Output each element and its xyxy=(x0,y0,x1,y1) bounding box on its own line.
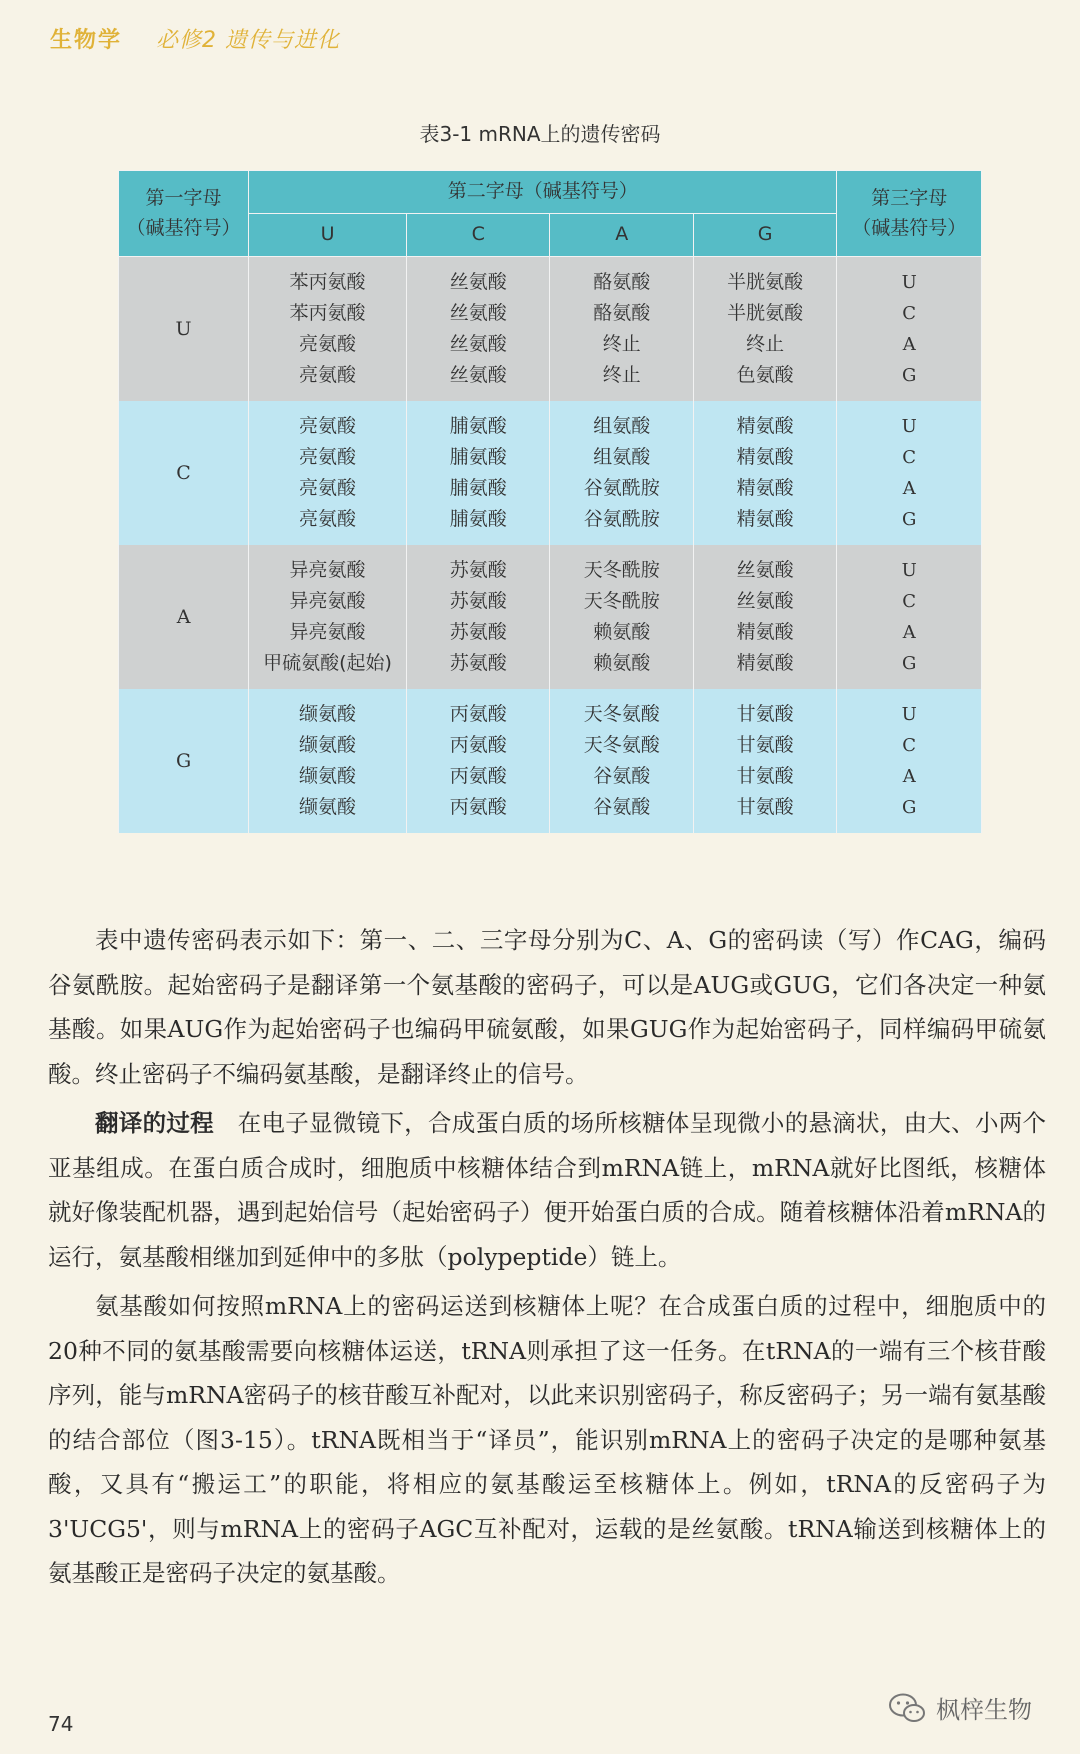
body-text xyxy=(48,918,1046,1601)
first-letter-cell: U xyxy=(119,257,249,402)
first-letter-header xyxy=(119,171,249,257)
amino-acid: 丝氨酸 xyxy=(449,364,507,386)
amino-acid: 丙氨酸 xyxy=(449,796,507,818)
amino-acid: 色氨酸 xyxy=(736,364,794,386)
third-letter: U xyxy=(901,704,917,725)
first-letter-cell: G xyxy=(119,689,249,833)
amino-acid: 赖氨酸 xyxy=(593,652,651,674)
amino-acid-cell-a xyxy=(550,257,693,402)
amino-acid: 脯氨酸 xyxy=(449,415,507,437)
amino-acid: 甘氨酸 xyxy=(736,765,794,787)
codon-row-c xyxy=(119,401,982,545)
amino-acid: 丙氨酸 xyxy=(449,703,507,725)
paragraph xyxy=(48,918,1046,1096)
amino-acid: 精氨酸 xyxy=(736,652,794,674)
third-letter: G xyxy=(902,653,917,674)
amino-acid: 亮氨酸 xyxy=(299,364,357,386)
amino-acid: 亮氨酸 xyxy=(299,477,357,499)
amino-acid: 丝氨酸 xyxy=(449,333,507,355)
amino-acid: 精氨酸 xyxy=(736,446,794,468)
amino-acid-cell-u xyxy=(249,545,407,689)
wechat-icon xyxy=(888,1692,926,1724)
amino-acid: 天冬氨酸 xyxy=(583,703,660,725)
amino-acid: 缬氨酸 xyxy=(299,796,357,818)
amino-acid-cell-g xyxy=(693,257,836,402)
amino-acid: 精氨酸 xyxy=(736,415,794,437)
amino-acid: 半胱氨酸 xyxy=(727,271,804,293)
volume-title: 必修2 遗传与进化 xyxy=(156,27,341,53)
amino-acid: 甲硫氨酸(起始) xyxy=(263,652,392,674)
third-letter: A xyxy=(902,478,916,499)
paragraph-text: 氨基酸如何按照mRNA上的密码运送到核糖体上呢？在合成蛋白质的过程中，细胞质中的20种不同的氨基酸需要向核糖体运送，tRNA则承担了这一任务。在tRNA的一端有三个核苷酸序列，能与mRNA密码子的核苷酸互补配对，以此来识别密码子，称反密码子；另一端有氨基酸的结合部位（图3-15）。tRNA既相当于“译员”，能识别mRNA上的密码子决定的是哪种氨基酸，又具有“搬运工”的职能，将相应的氨基酸运至核糖体上。例如，tRNA的反密码子为3'UCG5'，则与mRNA上的密码子AGC互补配对，运载的是丝氨酸。tRNA输送到核糖体上的氨基酸正是密码子决定的氨基酸。 xyxy=(48,1292,1046,1587)
amino-acid: 脯氨酸 xyxy=(449,508,507,530)
third-letter-cell xyxy=(837,257,982,402)
second-letter-c: C xyxy=(407,214,550,257)
second-letter-a: A xyxy=(550,214,693,257)
amino-acid-cell-g xyxy=(693,545,836,689)
third-letter: C xyxy=(902,591,917,612)
amino-acid-cell-c xyxy=(407,545,550,689)
third-letter: C xyxy=(902,447,917,468)
amino-acid: 丙氨酸 xyxy=(449,734,507,756)
amino-acid: 赖氨酸 xyxy=(593,621,651,643)
third-letter: A xyxy=(902,766,916,787)
amino-acid: 精氨酸 xyxy=(736,508,794,530)
amino-acid: 异亮氨酸 xyxy=(289,559,366,581)
second-letter-g: G xyxy=(693,214,836,257)
codon-row-u xyxy=(119,257,982,402)
amino-acid: 亮氨酸 xyxy=(299,508,357,530)
amino-acid: 组氨酸 xyxy=(593,446,651,468)
second-letter-header: 第二字母（碱基符号） xyxy=(249,171,837,214)
amino-acid: 丝氨酸 xyxy=(736,590,794,612)
amino-acid: 谷氨酸 xyxy=(593,796,651,818)
amino-acid: 谷氨酰胺 xyxy=(583,477,660,499)
codon-table-body xyxy=(119,257,982,834)
amino-acid: 异亮氨酸 xyxy=(289,590,366,612)
amino-acid: 苏氨酸 xyxy=(449,590,507,612)
amino-acid: 谷氨酰胺 xyxy=(583,508,660,530)
amino-acid: 甘氨酸 xyxy=(736,796,794,818)
amino-acid: 异亮氨酸 xyxy=(289,621,366,643)
page-number: 74 xyxy=(48,1712,74,1736)
third-letter-cell xyxy=(837,401,982,545)
amino-acid-cell-u xyxy=(249,257,407,402)
amino-acid-cell-a xyxy=(550,401,693,545)
amino-acid: 半胱氨酸 xyxy=(727,302,804,324)
amino-acid-cell-a xyxy=(550,689,693,833)
amino-acid: 亮氨酸 xyxy=(299,415,357,437)
book-title: 生物学 xyxy=(50,27,123,53)
amino-acid: 精氨酸 xyxy=(736,477,794,499)
amino-acid: 苏氨酸 xyxy=(449,559,507,581)
amino-acid-cell-c xyxy=(407,257,550,402)
amino-acid: 苏氨酸 xyxy=(449,621,507,643)
third-letter-cell xyxy=(837,545,982,689)
first-letter-header-line1: 第一字母 xyxy=(145,187,222,210)
watermark xyxy=(888,1690,1032,1725)
third-letter: G xyxy=(902,365,917,386)
codon-row-a xyxy=(119,545,982,689)
amino-acid: 终止 xyxy=(746,333,785,355)
third-letter: U xyxy=(901,560,917,581)
third-letter: C xyxy=(902,303,917,324)
amino-acid: 缬氨酸 xyxy=(299,765,357,787)
amino-acid: 缬氨酸 xyxy=(299,703,357,725)
amino-acid: 终止 xyxy=(602,333,641,355)
amino-acid: 终止 xyxy=(602,364,641,386)
table-caption: 表3-1 mRNA上的遗传密码 xyxy=(419,122,661,146)
second-letter-u: U xyxy=(249,214,407,257)
amino-acid: 亮氨酸 xyxy=(299,446,357,468)
watermark-text: 枫梓生物 xyxy=(936,1696,1032,1724)
amino-acid-cell-c xyxy=(407,401,550,545)
amino-acid: 天冬酰胺 xyxy=(583,590,660,612)
amino-acid: 丝氨酸 xyxy=(449,302,507,324)
codon-row-g xyxy=(119,689,982,833)
third-letter-header xyxy=(837,171,982,257)
amino-acid: 精氨酸 xyxy=(736,621,794,643)
amino-acid: 甘氨酸 xyxy=(736,703,794,725)
amino-acid: 苏氨酸 xyxy=(449,652,507,674)
third-letter: A xyxy=(902,334,916,355)
amino-acid-cell-g xyxy=(693,401,836,545)
genetic-code-table xyxy=(118,170,982,833)
amino-acid: 脯氨酸 xyxy=(449,477,507,499)
amino-acid: 酪氨酸 xyxy=(593,271,651,293)
amino-acid: 苯丙氨酸 xyxy=(289,302,366,324)
paragraph xyxy=(48,1101,1046,1279)
paragraph xyxy=(48,1284,1046,1596)
amino-acid: 天冬氨酸 xyxy=(583,734,660,756)
amino-acid-cell-u xyxy=(249,401,407,545)
amino-acid: 天冬酰胺 xyxy=(583,559,660,581)
third-letter: U xyxy=(901,416,917,437)
amino-acid-cell-u xyxy=(249,689,407,833)
first-letter-cell: A xyxy=(119,545,249,689)
third-letter-header-line2: （碱基符号） xyxy=(852,216,967,239)
amino-acid-cell-a xyxy=(550,545,693,689)
amino-acid: 亮氨酸 xyxy=(299,333,357,355)
third-letter-header-line1: 第三字母 xyxy=(871,187,948,210)
amino-acid-cell-c xyxy=(407,689,550,833)
third-letter: G xyxy=(902,509,917,530)
amino-acid: 丙氨酸 xyxy=(449,765,507,787)
paragraph-text: 表中遗传密码表示如下：第一、二、三字母分别为C、A、G的密码读（写）作CAG，编码谷氨酰胺。起始密码子是翻译第一个氨基酸的密码子，可以是AUG或GUG，它们各决定一种氨基酸。如果AUG作为起始密码子也编码甲硫氨酸，如果GUG作为起始密码子，同样编码甲硫氨酸。终止密码子不编码氨基酸，是翻译终止的信号。 xyxy=(48,926,1046,1088)
paragraph-lead: 翻译的过程 xyxy=(95,1109,214,1137)
third-letter: A xyxy=(902,622,916,643)
amino-acid: 酪氨酸 xyxy=(593,302,651,324)
third-letter: C xyxy=(902,735,917,756)
first-letter-cell: C xyxy=(119,401,249,545)
amino-acid: 甘氨酸 xyxy=(736,734,794,756)
amino-acid: 丝氨酸 xyxy=(449,271,507,293)
first-letter-header-line2: （碱基符号） xyxy=(126,216,241,239)
amino-acid-cell-g xyxy=(693,689,836,833)
amino-acid: 谷氨酸 xyxy=(593,765,651,787)
page-header xyxy=(50,18,340,58)
paragraph-text: 在电子显微镜下，合成蛋白质的场所核糖体呈现微小的悬滴状，由大、小两个亚基组成。在蛋白质合成时，细胞质中核糖体结合到mRNA链上，mRNA就好比图纸，核糖体就好像装配机器，遇到起始信号（起始密码子）便开始蛋白质的合成。随着核糖体沿着mRNA的运行，氨基酸相继加到延伸中的多肽（polypeptide）链上。 xyxy=(48,1109,1047,1271)
third-letter-cell xyxy=(837,689,982,833)
amino-acid: 组氨酸 xyxy=(593,415,651,437)
third-letter: G xyxy=(902,797,917,818)
amino-acid: 缬氨酸 xyxy=(299,734,357,756)
third-letter: U xyxy=(901,272,917,293)
amino-acid: 苯丙氨酸 xyxy=(289,271,366,293)
amino-acid: 脯氨酸 xyxy=(449,446,507,468)
amino-acid: 丝氨酸 xyxy=(736,559,794,581)
